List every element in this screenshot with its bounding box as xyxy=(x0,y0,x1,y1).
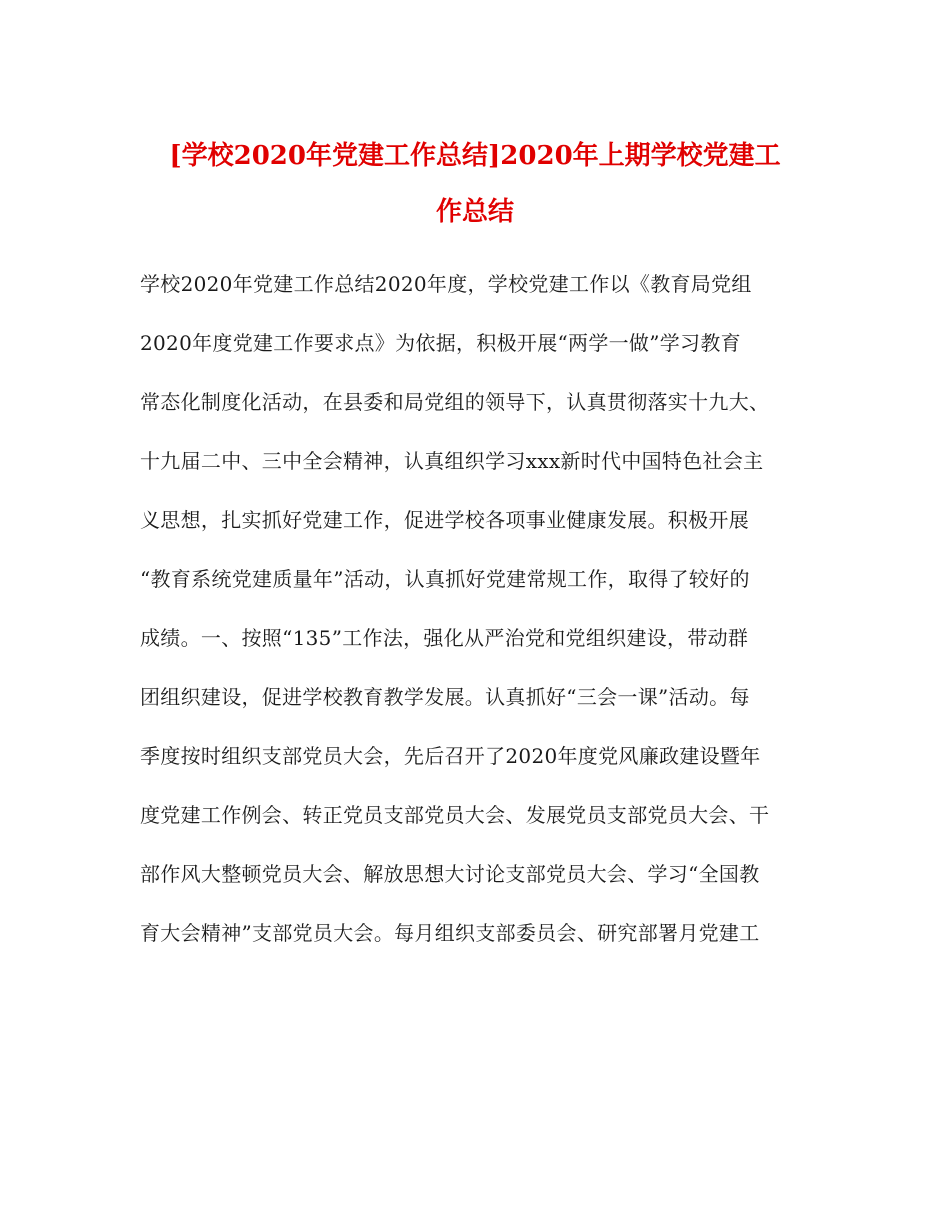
body-line: 十九届二中、三中全会精神，认真组织学习xxx新时代中国特色社会主 xyxy=(140,449,764,473)
document-body xyxy=(140,264,820,972)
body-line: 学校2020年党建工作总结2020年度，学校党建工作以《教育局党组 xyxy=(140,272,752,296)
body-line: 2020年度党建工作要求点》为依据，积极开展“两学一做”学习教育 xyxy=(140,331,741,355)
body-line: 团组织建设，促进学校教育教学发展。认真抓好“三会一课”活动。每 xyxy=(140,685,750,709)
body-line: 部作风大整顿党员大会、解放思想大讨论支部党员大会、学习“全国教 xyxy=(140,862,760,886)
body-line: 成绩。一、按照“135”工作法，强化从严治党和党组织建设，带动群 xyxy=(140,626,749,650)
title-line-2: 作总结 xyxy=(435,197,514,227)
title-line-1: [学校2020年党建工作总结]2020年上期学校党建工 xyxy=(169,141,781,171)
body-line: 义思想，扎实抓好党建工作，促进学校各项事业健康发展。积极开展 xyxy=(140,508,749,532)
body-line: 季度按时组织支部党员大会，先后召开了2020年度党风廉政建设暨年 xyxy=(140,744,761,768)
body-line: 度党建工作例会、转正党员支部党员大会、发展党员支部党员大会、干 xyxy=(140,803,770,827)
document-title xyxy=(120,128,830,240)
body-line: 育大会精神”支部党员大会。每月组织支部委员会、研究部署月党建工 xyxy=(140,921,760,945)
body-line: 常态化制度化活动，在县委和局党组的领导下，认真贯彻落实十九大、 xyxy=(140,390,770,414)
body-line: “教育系统党建质量年”活动，认真抓好党建常规工作，取得了较好的 xyxy=(140,567,750,591)
